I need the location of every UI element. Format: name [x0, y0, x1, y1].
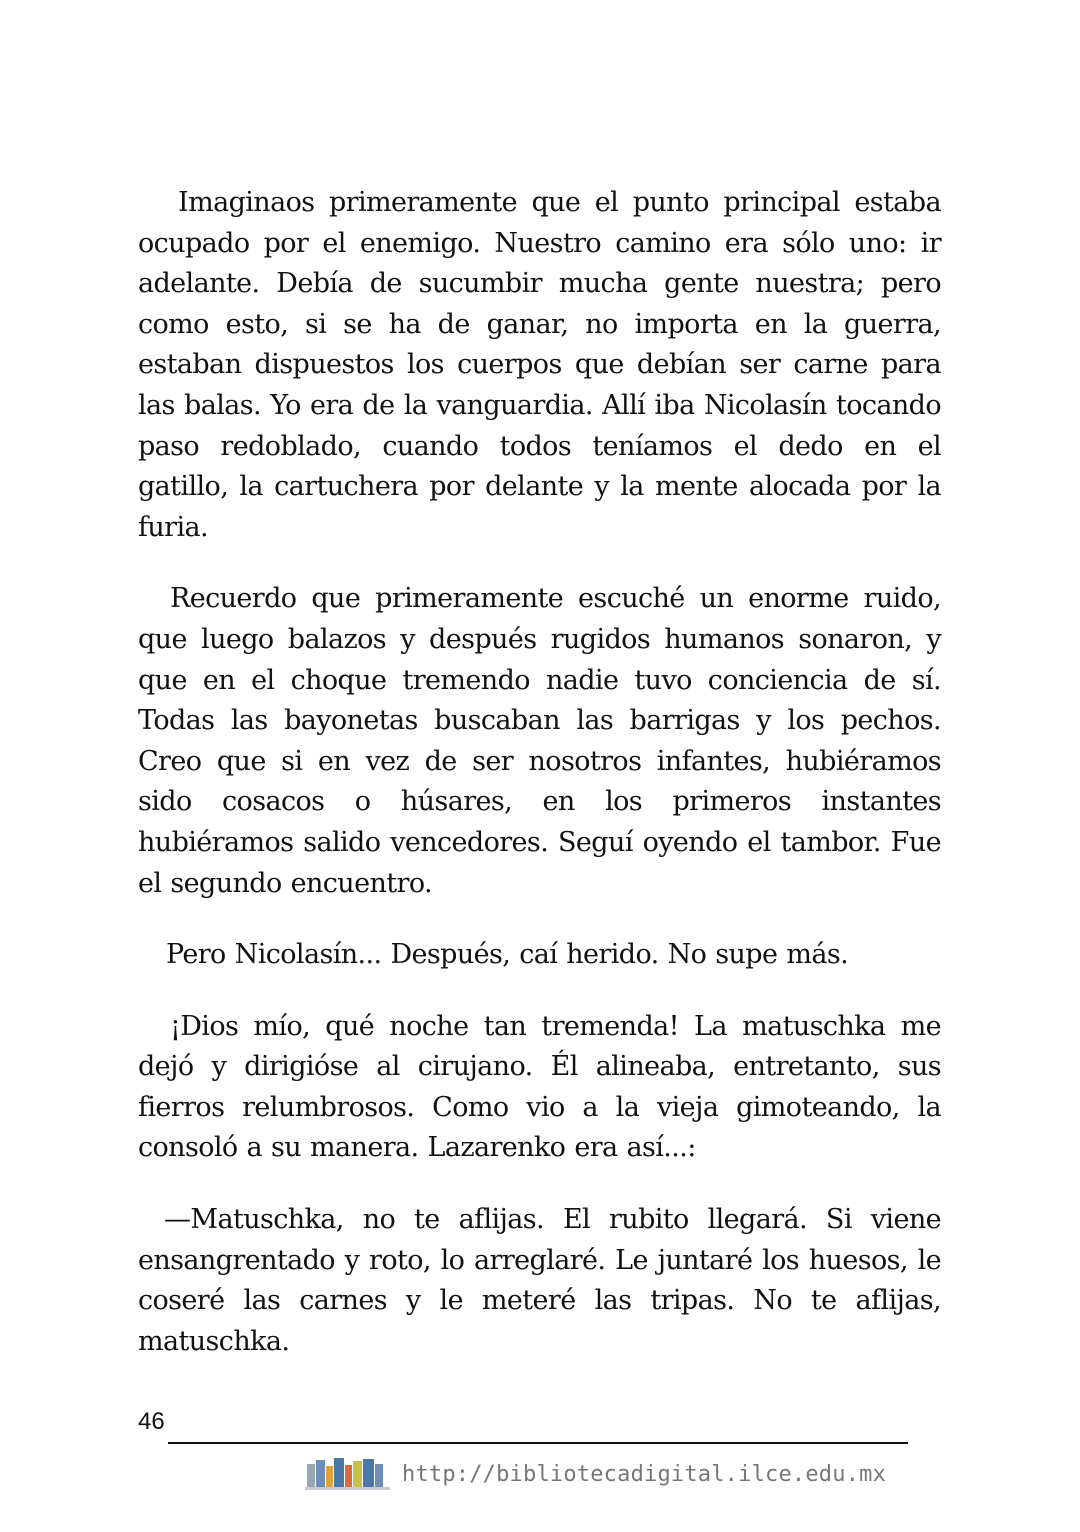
- book-spine: [334, 1458, 344, 1488]
- footer-url: http://bibliotecadigital.ilce.edu.mx: [402, 1462, 887, 1487]
- book-spine: [316, 1460, 325, 1488]
- book-spine: [326, 1466, 333, 1488]
- bookshelf-logo-icon: [305, 1456, 390, 1490]
- page-body: [138, 183, 941, 1393]
- book-spine: [345, 1465, 352, 1488]
- paragraph-2: Recuerdo que primeramente escuché un enorme ruido, que luego balazos y después rugidos humanos sonaron, y que en el choque tremendo nadie tuvo conciencia de sí. Todas las bayonetas buscaban las barrigas y los pechos. Creo que si en vez de ser nosotros infantes, hubiéramos sido cosacos o húsares, en los primeros instantes hubiéramos salido vencedores. Seguí oyendo el tambor. Fue el segundo encuentro.: [138, 583, 941, 899]
- book-spine: [353, 1461, 362, 1488]
- book-spine: [307, 1464, 315, 1488]
- footer-divider: [168, 1442, 908, 1444]
- book-spine: [363, 1459, 374, 1488]
- paragraph-4: ¡Dios mío, qué noche tan tremenda! La matuschka me dejó y dirigióse al cirujano. Él alineaba, entretanto, sus fierros relumbrosos. Como vio a la vieja gimoteando, la consoló a su manera. Lazarenko era así...:: [138, 1010, 941, 1164]
- book-spine: [375, 1464, 383, 1488]
- paragraph-5: —Matuschka, no te aflijas. El rubito llegará. Si viene ensangrentado y roto, lo arreglaré. Le juntaré los huesos, le coseré las carnes y le meteré las tripas. No te aflijas, matuschka.: [138, 1204, 941, 1357]
- paragraph-1: Imaginaos primeramente que el punto principal estaba ocupado por el enemigo. Nuestro camino era sólo uno: ir adelante. Debía de sucumbir mucha gente nuestra; pero como esto, si se ha de ganar, no importa en la guerra, estaban dispuestos los cuerpos que debían ser carne para las balas. Yo era de la vanguardia. Allí iba Nicolasín tocando paso redoblado, cuando todos teníamos el dedo en el gatillo, la cartuchera por delante y la mente alocada por la furia.: [138, 187, 941, 543]
- page-number: 46: [138, 1408, 165, 1435]
- paragraph-3: Pero Nicolasín... Después, caí herido. No supe más.: [166, 939, 849, 971]
- shelf-shadow: [305, 1487, 390, 1490]
